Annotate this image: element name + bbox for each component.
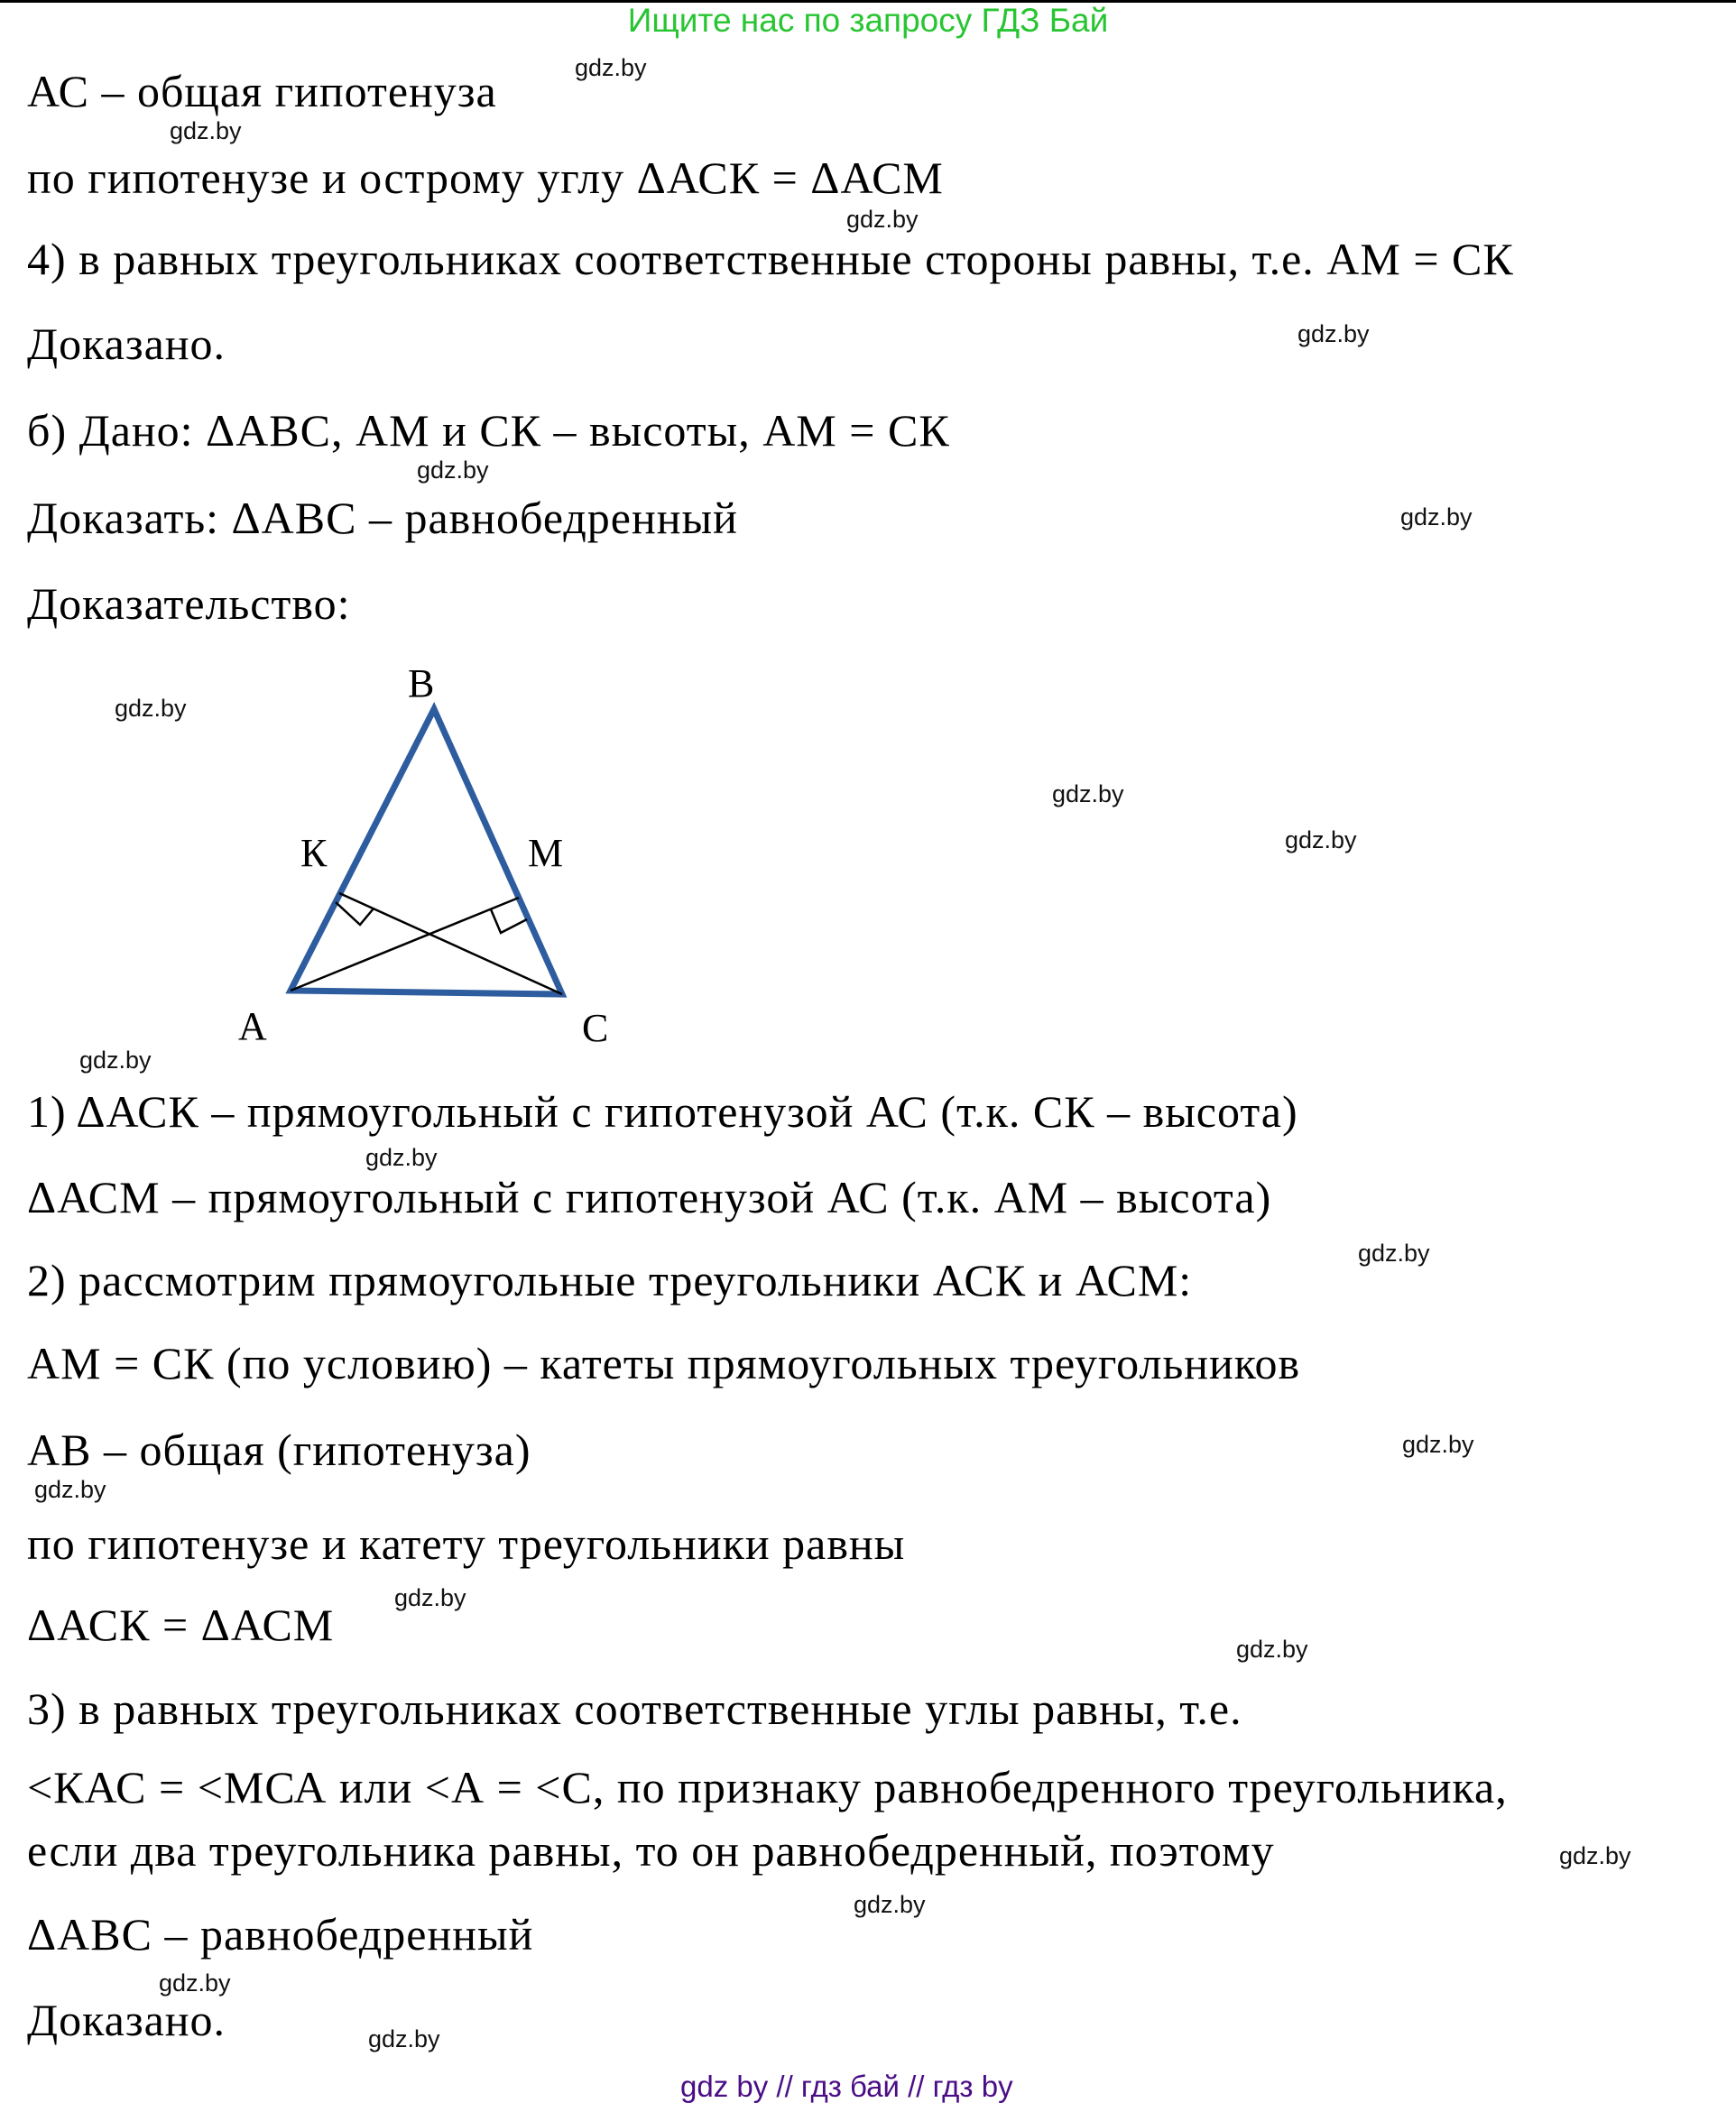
gdz-watermark: gdz.by [1236, 1636, 1308, 1663]
proof-line-ab-common: АВ – общая (гипотенуза) [27, 1425, 531, 1475]
gdz-watermark: gdz.by [170, 117, 242, 144]
vertex-label-k: К [300, 831, 328, 875]
gdz-watermark: gdz.by [1400, 503, 1473, 530]
proof-line-legs-equal: АМ = СК (по условию) – катеты прямоугольных треугольников [27, 1338, 1301, 1388]
proof-line-isosceles-reason: если два треугольника равны, то он равнобедренный, поэтому [27, 1825, 1275, 1876]
gdz-watermark: gdz.by [575, 54, 647, 81]
proof-line-by-hyp-acute: по гипотенузе и острому углу ΔАСК = ΔАСМ [27, 152, 944, 203]
vertex-label-a: А [238, 1004, 267, 1048]
proof-line-proved-a: Доказано. [27, 318, 226, 369]
gdz-watermark: gdz.by [79, 1047, 152, 1074]
gdz-watermark: gdz.by [34, 1476, 106, 1503]
proof-line-common-hypotenuse: АС – общая гипотенуза [27, 66, 497, 116]
gdz-watermark: gdz.by [417, 457, 489, 484]
triangle-abc-outline [291, 709, 562, 994]
proof-line-triangles-equal: ΔАСК = ΔАСМ [27, 1600, 335, 1650]
proof-line-proved-b: Доказано. [27, 1995, 226, 2045]
proof-line-proof-heading: Доказательство: [27, 578, 351, 629]
proof-line-to-prove: Доказать: ΔАВС – равнобедренный [27, 493, 738, 543]
gdz-watermark: gdz.by [159, 1969, 231, 1997]
proof-line-step1b: ΔАСМ – прямоугольный с гипотенузой АС (т.к. АМ – высота) [27, 1172, 1272, 1222]
gdz-watermark: gdz.by [1285, 826, 1357, 853]
gdz-watermark: gdz.by [1297, 320, 1370, 347]
gdz-watermark: gdz.by [365, 1144, 438, 1171]
proof-line-step3: 3) в равных треугольниках соответственные углы равны, т.е. [27, 1683, 1242, 1734]
height-am-line [291, 898, 519, 991]
gdz-watermark: gdz.by [394, 1584, 466, 1611]
gdz-watermark: gdz.by [854, 1891, 926, 1918]
vertex-label-m: М [528, 831, 564, 875]
proof-line-step4: 4) в равных треугольниках соответственные стороны равны, т.е. АМ = СК [27, 234, 1514, 284]
gdz-watermark: gdz.by [1052, 780, 1124, 807]
triangle-figure [217, 641, 686, 1101]
gdz-watermark: gdz.by [1358, 1240, 1430, 1267]
gdz-watermark: gdz.by [115, 695, 187, 722]
promo-header: Ищите нас по запросу ГДЗ Бай [627, 2, 1109, 39]
proof-line-angles-equal: <КАС = <МСА или <А = <С, по признаку равнобедренного треугольника, [27, 1762, 1508, 1812]
right-angle-mark-m [491, 909, 527, 933]
proof-line-abc-isosceles: ΔАВС – равнобедренный [27, 1909, 534, 1960]
vertex-label-c: С [582, 1006, 609, 1050]
gdz-watermark: gdz.by [1402, 1431, 1474, 1458]
gdz-watermark: gdz.by [368, 2025, 440, 2052]
proof-line-step2: 2) рассмотрим прямоугольные треугольники АСК и АСМ: [27, 1255, 1193, 1305]
gdz-watermark: gdz.by [846, 206, 919, 233]
proof-line-given: б) Дано: ΔАВС, АМ и СК – высоты, АМ = СК [27, 405, 950, 456]
footer-site-links: gdz by // гдз бай // гдз by [680, 2070, 1013, 2103]
gdz-watermark: gdz.by [1559, 1842, 1631, 1869]
proof-line-hyp-leg-equal: по гипотенузе и катету треугольники равны [27, 1518, 906, 1569]
proof-line-step1a: 1) ΔАСК – прямоугольный с гипотенузой АС (т.к. СК – высота) [27, 1086, 1298, 1137]
vertex-label-b: В [408, 661, 435, 706]
